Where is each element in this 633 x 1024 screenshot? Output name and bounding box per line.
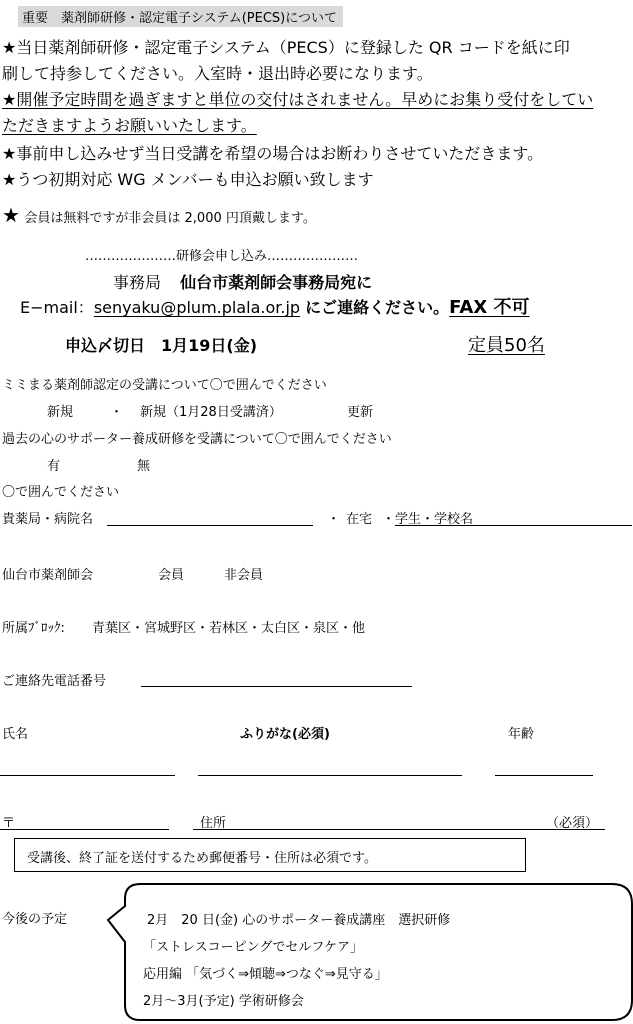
postal-note: 受講後、終了証を送付するため郵便番号・住所は必須です。 <box>27 851 377 866</box>
apply-heading: …………………研修会申し込み………………… <box>85 249 359 264</box>
name-label: 氏名 <box>2 727 29 742</box>
deadline: 申込〆切日 1月19日(金) <box>65 336 258 355</box>
member-option[interactable]: 会員 <box>158 568 185 583</box>
office-name: 仙台市薬剤師会事務局宛に <box>180 273 373 292</box>
pharmacy-separator: ・ <box>327 512 341 527</box>
home-option[interactable]: 在宅 <box>346 512 373 527</box>
age-label: 年齢 <box>508 727 535 742</box>
notice-line-2: 刷して持参してください。入室時・退出時必要になります。 <box>2 64 433 83</box>
notice-title: 重要 薬剤師研修・認定電子システム(PECS)について <box>18 6 343 27</box>
email-label: E−mail： <box>20 298 94 317</box>
schedule-line-3: 応用編 「気づく⇒傾聴⇒つなぐ⇒見守る」 <box>143 967 388 982</box>
q2-option-no[interactable]: 無 <box>137 459 151 474</box>
office-label: 事務局 <box>113 273 162 292</box>
notice-line-1: ★当日薬剤師研修・認定電子システム（PECS）に登録した QR コードを紙に印 <box>2 38 570 57</box>
pharmacy-label: 貴薬局・病院名 <box>2 512 94 527</box>
fee-text: 会員は無料ですが非会員は 2,000 円頂戴します。 <box>24 211 316 226</box>
q2-label: 過去の心のサポーター養成研修を受講について〇で囲んでください <box>2 432 392 447</box>
email-link[interactable]: senyaku@plum.plala.or.jp <box>93 298 301 317</box>
school-label: ・学生・学校名 <box>382 512 474 527</box>
schedule-line-4: 2月～3月(予定) 学術研修会 <box>143 994 304 1009</box>
q1-option-new[interactable]: 新規 <box>47 405 74 420</box>
schedule-line-1: 2月 20 日(金) 心のサポーター養成講座 選択研修 <box>147 913 451 928</box>
block-label: 所属ﾌﾞﾛｯｸ: <box>2 621 65 636</box>
notice-line-6: ★うつ初期対応 WG メンバーも申込お願い致します <box>2 170 374 189</box>
notice-line-5: ★事前申し込みせず当日受講を希望の場合はお断わりさせていただきます。 <box>2 144 544 163</box>
q1-separator: ・ <box>110 405 124 420</box>
notice-line-4: ただきますようお願いいたします。 <box>2 116 257 135</box>
q1-label: ミミまる薬剤師認定の受講について〇で囲んでください <box>2 378 327 393</box>
assoc-label: 仙台市薬剤師会 <box>2 568 94 583</box>
postal-label: 〒 <box>2 816 16 831</box>
q2-option-yes[interactable]: 有 <box>47 459 61 474</box>
nonmember-option[interactable]: 非会員 <box>224 568 264 583</box>
star-icon: ★ <box>2 203 20 227</box>
fax-note: FAX 不可 <box>449 297 530 318</box>
notice-line-3: ★開催予定時間を過ぎますと単位の交付はされません。早めにお集り受付をしてい <box>2 90 594 109</box>
furigana-label: ふりがな(必須) <box>240 727 330 742</box>
q3-label: 〇で囲んでください <box>2 485 120 500</box>
block-options[interactable]: 青葉区・宮城野区・若林区・太白区・泉区・他 <box>92 621 366 636</box>
required-label: （必須） <box>546 816 599 831</box>
q1-option-new-attended[interactable]: 新規（1月28日受講済） <box>140 405 282 420</box>
address-label: 住所 <box>200 816 227 831</box>
capacity: 定員50名 <box>468 335 545 356</box>
phone-label: ご連絡先電話番号 <box>2 674 107 689</box>
schedule-line-2: 「ストレスコーピングでセルフケア」 <box>143 940 363 955</box>
q1-option-renew[interactable]: 更新 <box>347 405 374 420</box>
contact-text: にご連絡ください。 <box>305 298 450 317</box>
schedule-label: 今後の予定 <box>2 912 68 927</box>
